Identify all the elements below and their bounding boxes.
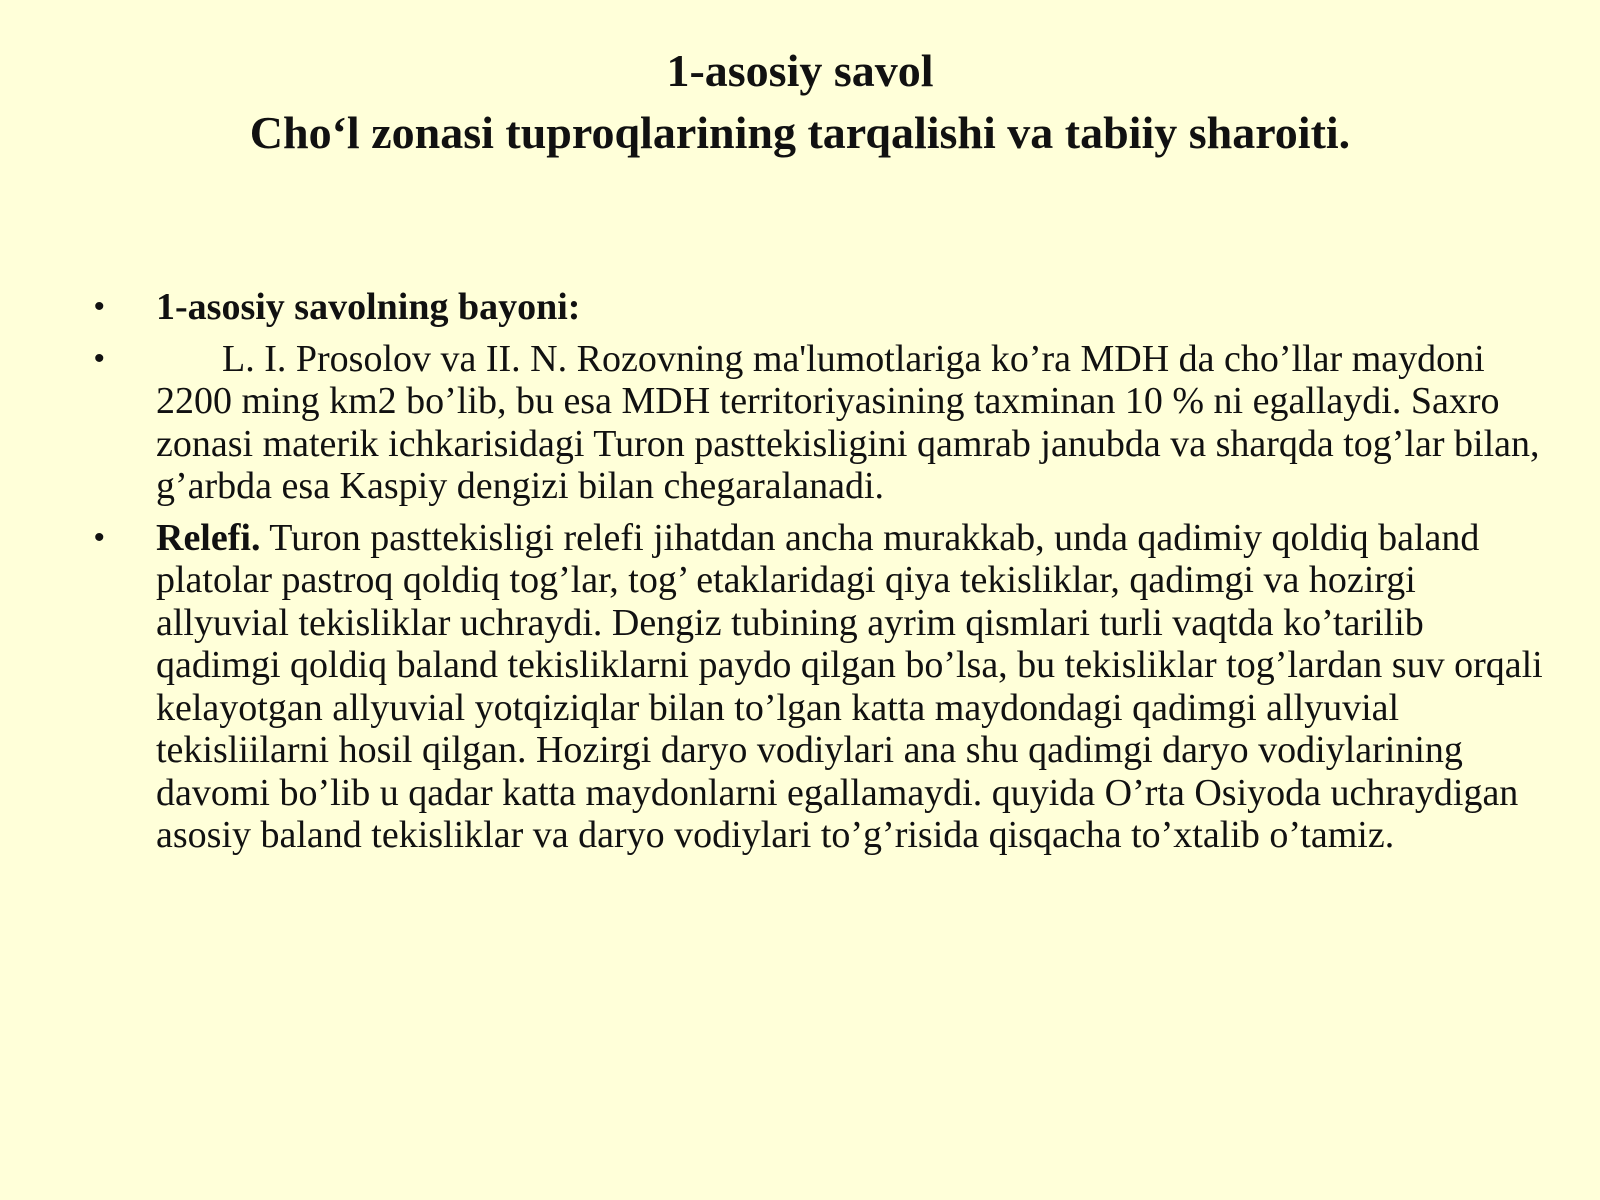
- bullet-dot-icon: •: [94, 341, 105, 375]
- bullet-item-relief: [94, 517, 1554, 857]
- bullet-dot-icon: •: [94, 290, 105, 323]
- bullet-item-heading: [94, 286, 1554, 329]
- section-heading: 1-asosiy savolning bayoni:: [156, 286, 581, 328]
- paragraph-text: Turon pasttekisligi relefi jihatdan ancha murakkab, unda qadimiy qoldiq baland platolar pastroq qoldiq tog’lar, tog’ etaklaridagi qiya tekisliklar, qadimgi va hozirgi allyuvial tekisliklar uchraydi. Dengiz tubining ayrim qismlari turli vaqtda ko’tarilib qadimgi qoldiq baland tekisliklarni paydo qilgan bo’lsa, bu tekisliklar tog’lardan suv orqali kelayotgan allyuvial yotqiziqlar bilan to’lgan katta maydondagi qadimgi allyuvial tekisliilarni hosil qilgan. Hozirgi daryo vodiylari ana shu qadimgi daryo vodiylarining davomi bo’lib u qadar katta maydonlarni egallamaydi. quyida O’rta Osiyoda uchraydigan asosiy baland tekisliklar va daryo vodiylari to’g’risida qisqacha to’xtalib o’tamiz.: [156, 516, 1543, 856]
- bullet-dot-icon: •: [94, 520, 105, 554]
- paragraph-text: L. I. Prosolov va II. N. Rozovning ma'lumotlariga ko’ra MDH da cho’llar maydoni 2200 ming km2 bo’lib, bu esa MDH territoriyasining taxminan 10 % ni egallaydi. Saxro zonasi materik ichkarisidagi Turon pasttekisligini qamrab janubda va sharqda tog’lar bilan, g’arbda esa Kaspiy dengizi bilan chegaralanadi.: [156, 337, 1540, 507]
- slide-title: [0, 40, 1600, 164]
- bullet-list: [94, 286, 1554, 866]
- title-line-1: 1-asosiy savol: [666, 45, 934, 96]
- title-line-2: Cho‘l zonasi tuproqlarining tarqalishi va tabiiy sharoiti.: [249, 107, 1351, 158]
- bullet-item-area: [94, 338, 1554, 508]
- relief-lead: Relefi.: [156, 516, 261, 559]
